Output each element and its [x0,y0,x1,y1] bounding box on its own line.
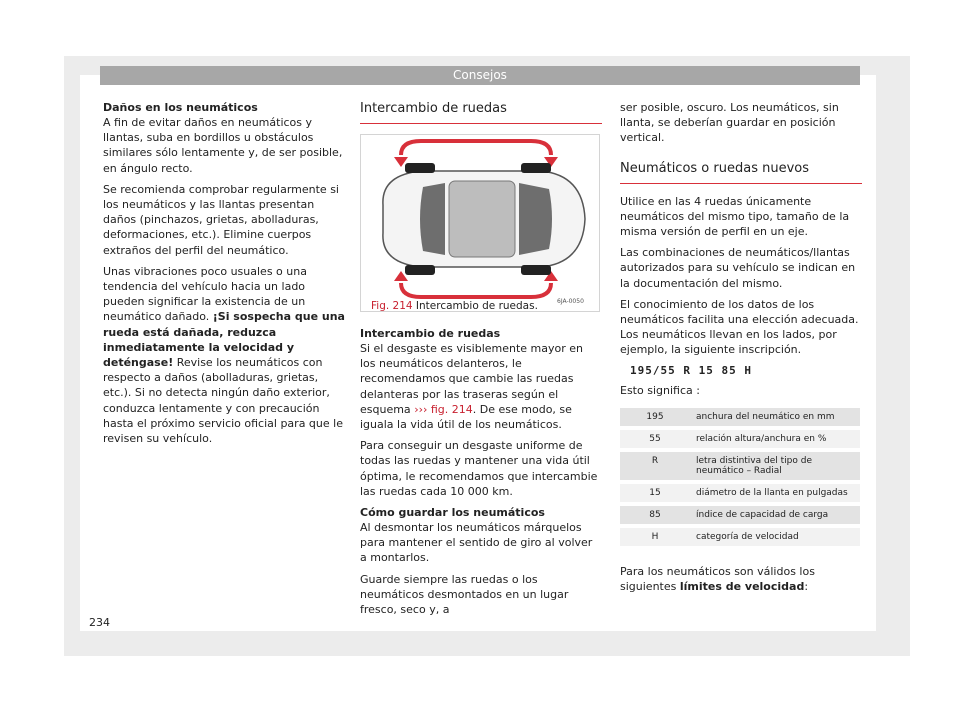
paragraph: A fin de evitar daños en neumáticos y llantas, suba en bordillos u obstáculos similares sólo lentamente y, de ser posible, en ángulo recto. [103,116,343,175]
figure-wheel-rotation [360,134,600,312]
section-title: Neumáticos o ruedas nuevos [620,160,862,184]
figure-code: 6JA-0050 [557,298,584,305]
subheading-rotation: Intercambio de ruedas [360,327,501,340]
text: : [804,580,809,594]
paragraph: Para conseguir un desgaste uniforme de todas las ruedas y mantener una vida útil óptima, le recomendamos que intercambie las ruedas cada 10 000 km. [360,439,598,498]
paragraph [620,564,862,594]
page-number: 234 [89,616,110,629]
text: Si el desgaste es visiblemente mayor en los neumáticos delanteros, le recomendamos que cambie las ruedas delanteras por las traseras según el esquema [360,342,584,416]
table-cell-key: 85 [649,509,661,520]
paragraph: El conocimiento de los datos de los neumáticos facilita una elección adecuada. Los neumáticos llevan en los lados, por ejemplo, la siguiente inscripción. [620,297,859,357]
arrow-top [401,141,551,155]
table-row [620,430,860,448]
figure-caption [371,299,599,313]
tire-inscription: 195/55 R 15 85 H [630,363,752,377]
paragraph: Al desmontar los neumáticos márquelos para mantener el sentido de giro al volver a montarlos. [360,521,593,565]
table-cell-value: categoría de velocidad [696,531,799,542]
table-row [620,408,860,426]
figure-caption-text: Intercambio de ruedas. [415,300,538,312]
tire-spec-table [620,404,860,550]
table-row [620,528,860,546]
wheel-front-left [405,163,435,173]
table-row [620,452,860,480]
figure-label: Fig. 214 [371,300,413,312]
text: Unas vibraciones poco usuales o una tendencia del vehículo hacia un lado pueden significar la existencia de un neumático dañado. [103,264,307,324]
text: Para los neumáticos son válidos los siguientes [620,564,815,594]
table-cell-value: relación altura/anchura en % [696,433,827,444]
table-cell-value: anchura del neumático en mm [696,411,835,422]
heading-tire-damage: Daños en los neumáticos [103,101,258,114]
speed-limits-term: límites de velocidad [679,580,805,594]
paragraph: Esto significa : [620,383,700,397]
car-diagram [361,135,599,311]
table-cell-key: 195 [646,411,664,422]
warning-text: ¡Si sospecha que una rueda está dañada, reduzca inmediatamente la velocidad y deténgase! [103,310,345,370]
text: Revise los neumáticos con respecto a daños (abolladuras, grietas, etc.). Si no detecta ningún daño exterior, conduzca lentamente y con precaución hasta el próximo servicio oficial para que le revisen su vehículo. [103,356,343,446]
wheel-rear-left [521,163,551,173]
wheel-front-right [405,265,435,275]
section-title: Intercambio de ruedas [360,100,602,124]
roof [449,181,515,257]
subheading-storage: Cómo guardar los neumáticos [360,506,545,520]
table-cell-key: 15 [649,487,661,498]
table-row [620,484,860,502]
paragraph: Utilice en las 4 ruedas únicamente neumáticos del mismo tipo, tamaño de la misma versión de perfil en un eje. [620,194,850,239]
column-left [103,100,345,452]
column-right [620,100,862,600]
paragraph-warning [103,264,345,446]
table-cell-key: H [651,531,659,542]
text: . De ese modo, se iguala la vida útil de los neumáticos. [360,402,572,432]
paragraph: ser posible, oscuro. Los neumáticos, sin llanta, se deberían guardar en posición vertical. [620,101,839,145]
table-cell-value: diámetro de la llanta en pulgadas [696,487,848,498]
table-cell-value: letra distintiva del tipo de neumático – Radial [696,455,812,476]
paragraph: Se recomienda comprobar regularmente si los neumáticos y las llantas presentan daños (pinchazos, grietas, abolladuras, deformaciones, etc.). Elimine cuerpos extraños del perfil del neumático. [103,182,339,257]
table-row [620,506,860,524]
paragraph: Guarde siempre las ruedas o los neumáticos desmontados en un lugar fresco, seco y, a [360,572,569,617]
rear-window [519,183,552,255]
header-bar: Consejos [100,66,860,85]
figure-reference-link[interactable]: ››› fig. 214 [414,402,473,416]
table-cell-key: 55 [649,433,661,444]
arrow-bottom [401,283,551,297]
column-middle [360,100,602,623]
table-cell-key: R [651,455,659,466]
table-cell-value: índice de capacidad de carga [696,509,829,520]
windshield [420,183,445,255]
paragraph: Las combinaciones de neumáticos/llantas autorizados para su vehículo se indican en la documentación del mismo. [620,246,856,290]
paragraph [360,341,602,432]
wheel-rear-right [521,265,551,275]
